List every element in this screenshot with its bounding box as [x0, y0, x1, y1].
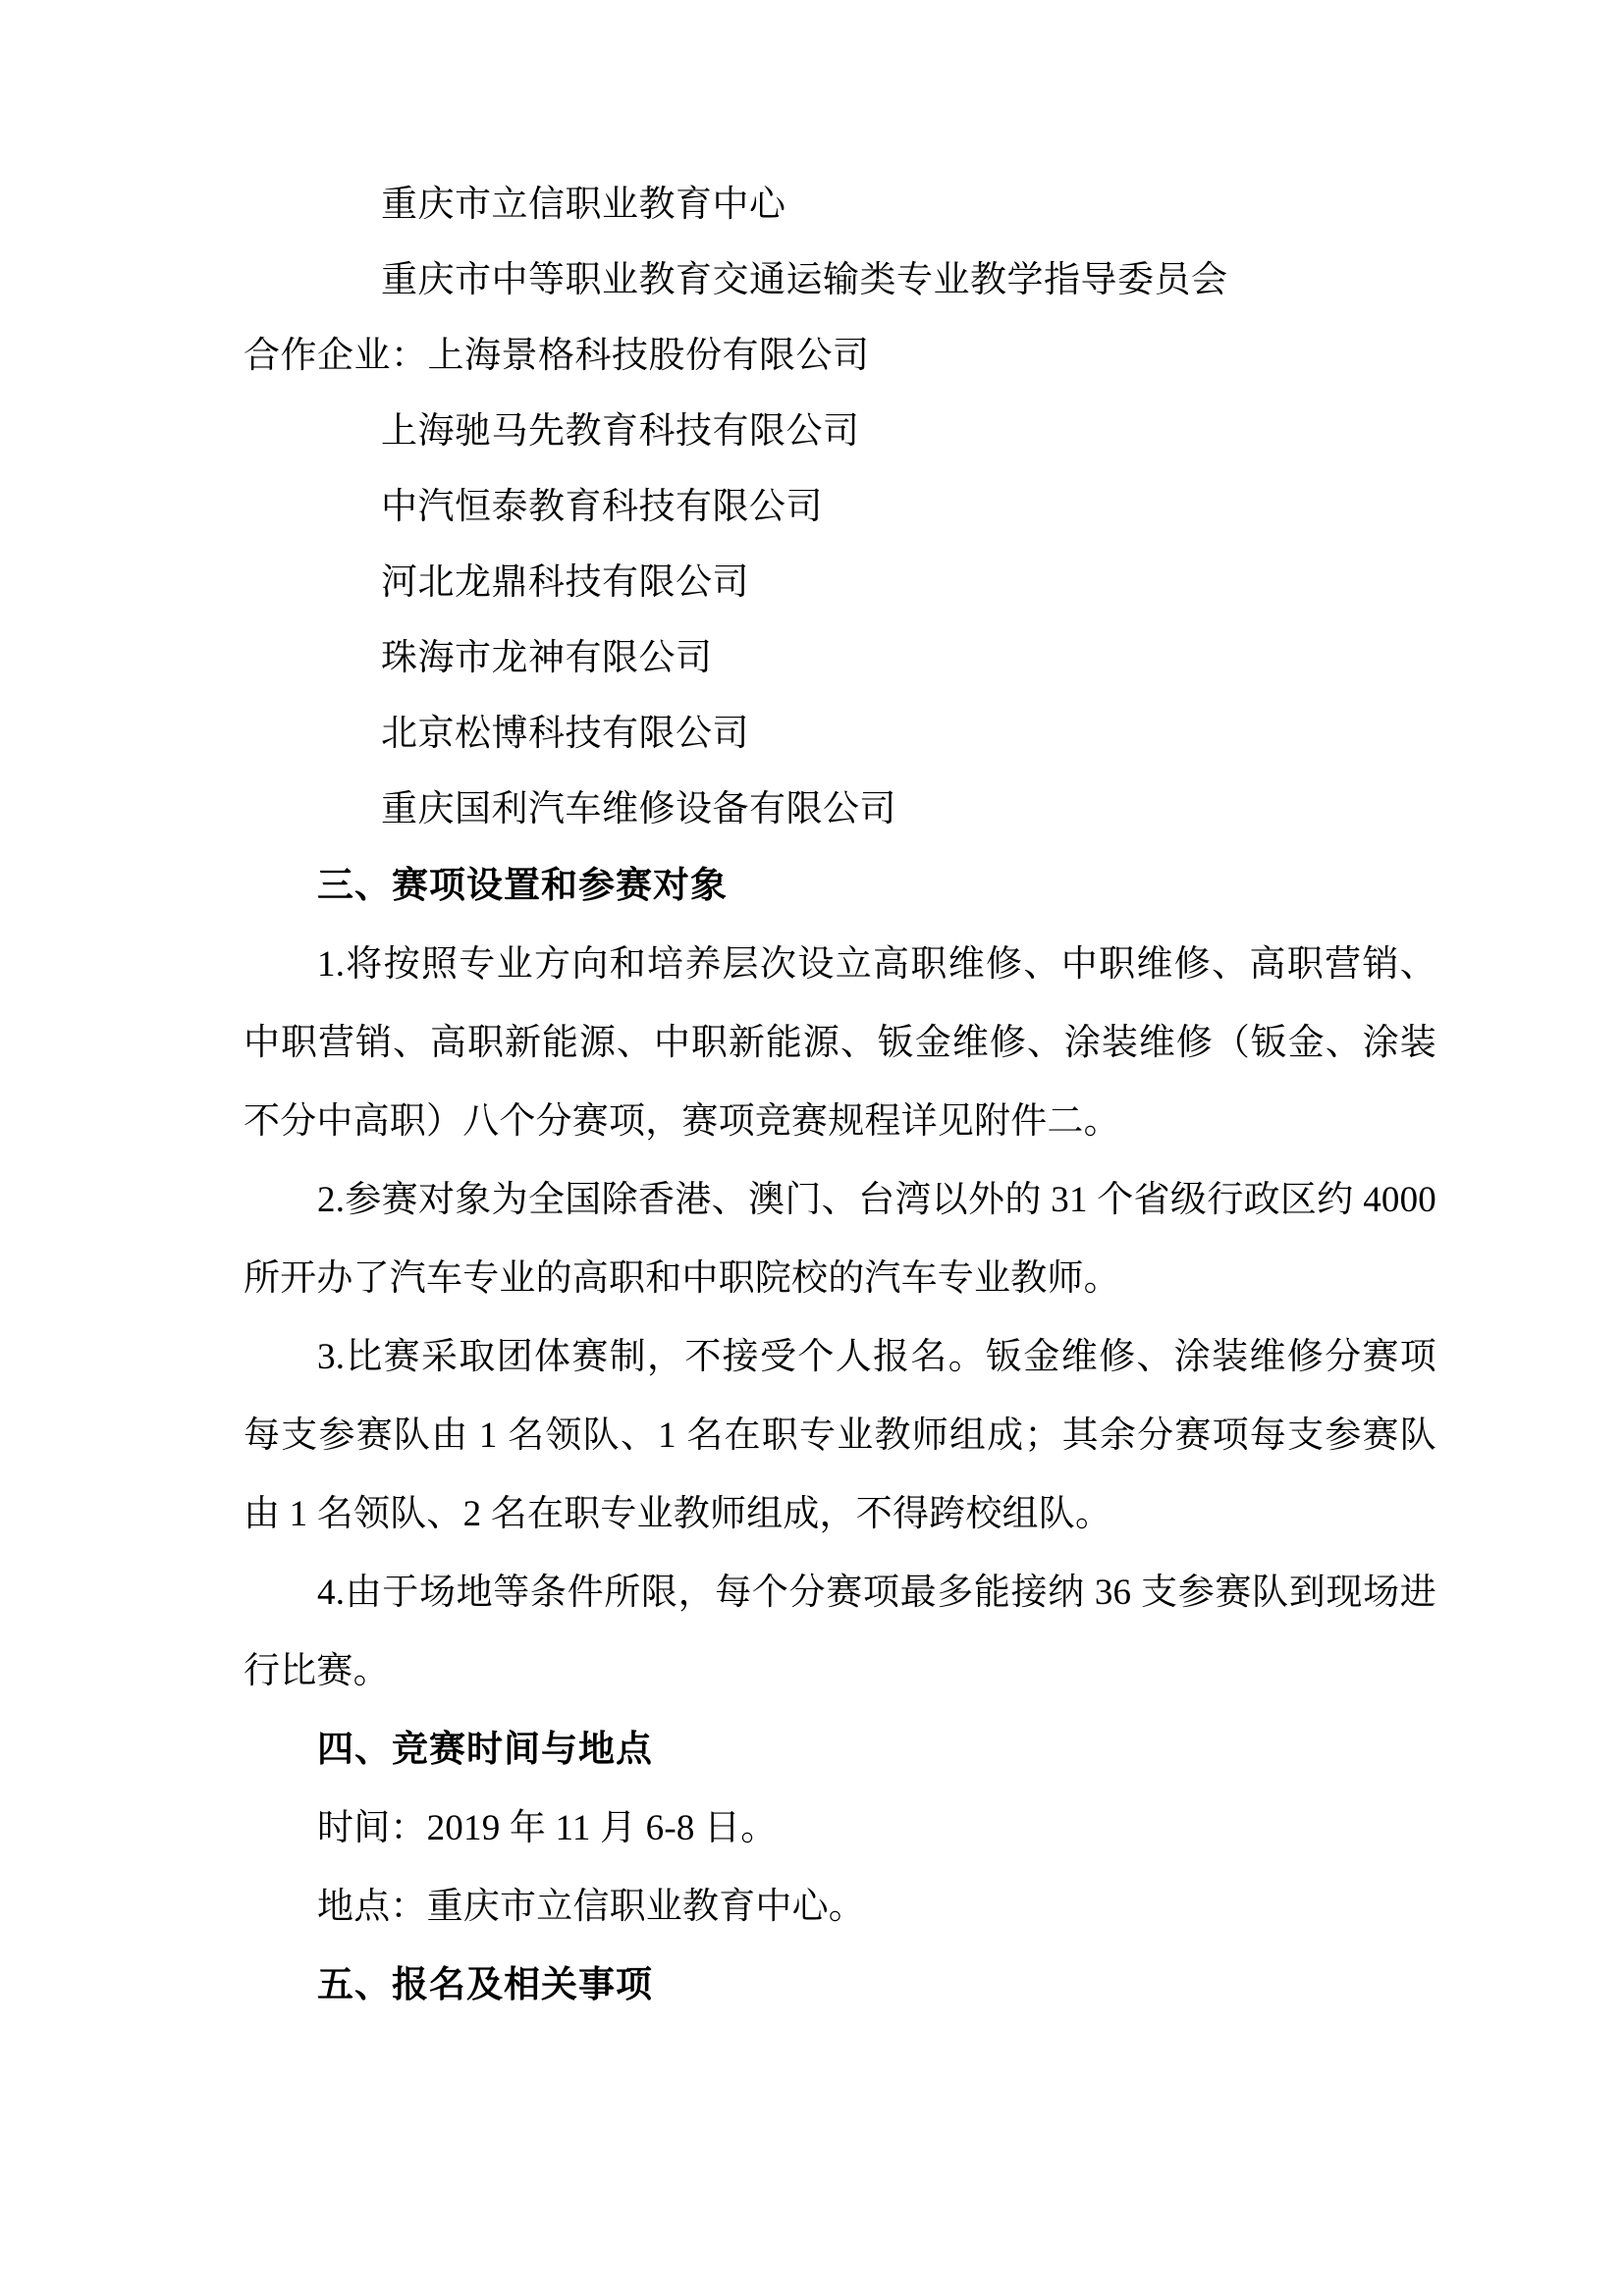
section-three-item-4: 4.由于场地等条件所限，每个分赛项最多能接纳 36 支参赛队到现场进行比赛。	[244, 1573, 1436, 1691]
section-heading-three: 三、赛项设置和参赛对象	[317, 866, 728, 906]
competition-time: 时间：2019 年 11 月 6-8 日。	[317, 1808, 778, 1848]
partner-company-6: 重庆国利汽车维修设备有限公司	[381, 789, 896, 829]
partner-company-2: 中汽恒泰教育科技有限公司	[381, 487, 823, 527]
document-content	[244, 167, 1436, 2025]
section-three-item-3: 3.比赛采取团体赛制，不接受个人报名。钣金维修、涂装维修分赛项每支参赛队由 1 名领队、1 名在职专业教师组成；其余分赛项每支参赛队由 1 名领队、2 名在职专业教师组成，不得跨校组队。	[244, 1337, 1436, 1534]
organizer-line-2: 重庆市中等职业教育交通运输类专业教学指导委员会	[381, 260, 1228, 300]
competition-place: 地点：重庆市立信职业教育中心。	[317, 1887, 865, 1927]
partner-company-5: 北京松博科技有限公司	[381, 714, 749, 754]
section-three-item-2: 2.参赛对象为全国除香港、澳门、台湾以外的 31 个省级行政区约 4000 所开办了汽车专业的高职和中职院校的汽车专业教师。	[244, 1180, 1436, 1299]
partner-label-line: 合作企业：上海景格科技股份有限公司	[244, 336, 870, 376]
section-heading-five: 五、报名及相关事项	[317, 1965, 653, 2005]
partner-company-4: 珠海市龙神有限公司	[381, 638, 713, 678]
section-three-item-1: 1.将按照专业方向和培养层次设立高职维修、中职维修、高职营销、中职营销、高职新能源、中职新能源、钣金维修、涂装维修（钣金、涂装不分中高职）八个分赛项，赛项竞赛规程详见附件二。	[244, 944, 1436, 1142]
section-heading-four: 四、竞赛时间与地点	[317, 1730, 653, 1770]
partner-company-3: 河北龙鼎科技有限公司	[381, 562, 749, 603]
partner-company-1: 上海驰马先教育科技有限公司	[381, 411, 860, 452]
organizer-line-1: 重庆市立信职业教育中心	[381, 185, 786, 225]
